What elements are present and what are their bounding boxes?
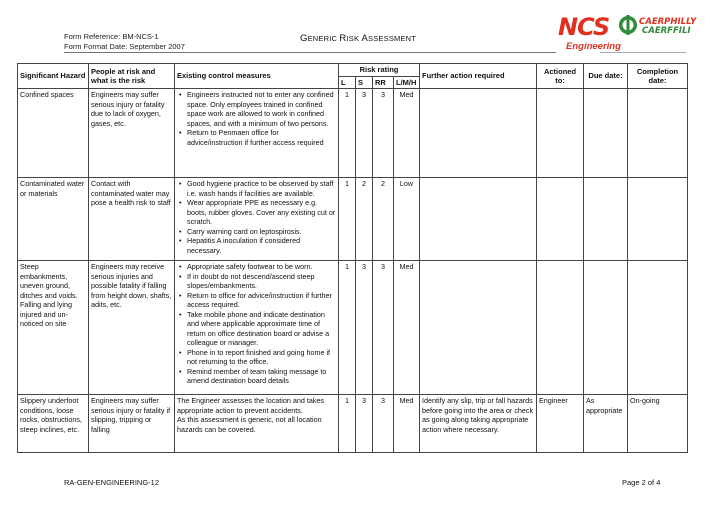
header-lmh: L/M/H xyxy=(394,76,420,89)
header-risk-rating: Risk rating xyxy=(339,64,420,77)
control-item: • Phone in to report finished and going home if not returning to the office. xyxy=(177,348,336,367)
table-row xyxy=(18,178,688,261)
control-item: • Return to office for advice/instruction if further access required. xyxy=(177,291,336,310)
hazard-cell: Confined spaces xyxy=(18,89,89,178)
lmh-cell: Med xyxy=(394,395,420,453)
form-reference-block xyxy=(64,32,185,52)
table-row xyxy=(18,261,688,395)
control-item: • Take mobile phone and indicate destination and where applicable approximate time of return on office destination board or advise a colleague or manager. xyxy=(177,310,336,348)
header-hazard: Significant Hazard xyxy=(18,64,89,89)
footer-document-code: RA-GEN-ENGINEERING-12 xyxy=(64,478,160,487)
completion-cell xyxy=(628,89,688,178)
control-item: • Hepatitis A inoculation if considered necessary. xyxy=(177,236,336,255)
controls-cell xyxy=(175,178,339,261)
people-cell: Engineers may receive serious injuries and possible fatality if falling from height down, shafts, adits, etc. xyxy=(89,261,175,395)
control-item: • Return to Penmaen office for advice/instruction if further access required xyxy=(177,128,336,147)
hazard-cell: Steep embankments, uneven ground, ditches and voids. Falling and lying injured and un-noticed on site xyxy=(18,261,89,395)
header-severity: S xyxy=(356,76,373,89)
severity-cell: 3 xyxy=(356,395,373,453)
header-control-measures: Existing control measures xyxy=(175,64,339,89)
control-item: • Carry warning card on leptospirosis. xyxy=(177,227,336,237)
table-row xyxy=(18,89,688,178)
risk-rank-cell: 2 xyxy=(373,178,394,261)
likelihood-cell: 1 xyxy=(339,178,356,261)
title-part: G xyxy=(300,33,308,44)
lmh-cell: Med xyxy=(394,89,420,178)
risk-assessment-table xyxy=(17,63,688,453)
risk-rank-cell: 3 xyxy=(373,261,394,395)
council-name-en: CAERPHILLY xyxy=(639,17,697,27)
control-text: The Engineer assesses the location and takes appropriate action to prevent accidents. xyxy=(177,396,325,415)
risk-rank-cell: 3 xyxy=(373,395,394,453)
people-cell: Engineers may suffer serious injury or fatality due to lack of oxygen, gases, etc. xyxy=(89,89,175,178)
completion-cell: On-going xyxy=(628,395,688,453)
header-due-date: Due date: xyxy=(584,64,628,89)
page-header xyxy=(0,0,728,60)
people-cell: Contact with contaminated water may pose a health risk to staff xyxy=(89,178,175,261)
completion-cell xyxy=(628,261,688,395)
control-item: • Engineers instructed not to enter any confined space. Only employees trained in confined space work are allowed to work in confined spaces, and with a minimum of two persons. xyxy=(177,90,336,128)
controls-cell xyxy=(175,261,339,395)
title-part: A xyxy=(361,33,369,44)
severity-cell: 3 xyxy=(356,261,373,395)
severity-cell: 3 xyxy=(356,89,373,178)
severity-cell: 2 xyxy=(356,178,373,261)
title-part: SSESSMENT xyxy=(368,34,417,43)
control-item: • Remind member of team taking message to amend destination board details xyxy=(177,367,336,386)
header-divider-short xyxy=(600,52,686,53)
hazard-cell: Slippery underfoot conditions, loose rocks, obstructions, steep inclines, etc. xyxy=(18,395,89,453)
hazard-cell: Contaminated water or materials xyxy=(18,178,89,261)
control-item: • Wear appropriate PPE as necessary e.g. boots, rubber gloves. Cover any existing cut or scratch. xyxy=(177,198,336,227)
actioned-cell xyxy=(537,89,584,178)
people-cell: Engineers may suffer serious injury or fatality if slipping, tripping or falling xyxy=(89,395,175,453)
header-divider xyxy=(64,52,556,53)
control-item: • Good hygiene practice to be observed by staff i.e. wash hands if facilities are available. xyxy=(177,179,336,198)
logo-emblem-bar xyxy=(627,15,630,35)
actioned-cell xyxy=(537,261,584,395)
further-action-cell xyxy=(420,261,537,395)
header-people-at-risk: People at risk and what is the risk xyxy=(89,64,175,89)
likelihood-cell: 1 xyxy=(339,89,356,178)
engineering-label: Engineering xyxy=(566,41,621,52)
completion-cell xyxy=(628,178,688,261)
control-item: • Appropriate safety footwear to be worn. xyxy=(177,262,336,272)
title-part: ENERIC xyxy=(307,34,340,43)
lmh-cell: Low xyxy=(394,178,420,261)
table-header-row xyxy=(18,64,688,77)
due-cell: As appropriate xyxy=(584,395,628,453)
title-part: R xyxy=(339,33,347,44)
lmh-cell: Med xyxy=(394,261,420,395)
control-item: • If in doubt do not descend/ascend steep slopes/embankments. xyxy=(177,272,336,291)
controls-cell xyxy=(175,395,339,453)
ncs-logo xyxy=(558,13,620,39)
risk-rank-cell: 3 xyxy=(373,89,394,178)
header-risk-rank: RR xyxy=(373,76,394,89)
control-text: As this assessment is generic, not all location hazards can be covered. xyxy=(177,415,322,434)
footer-page-number: Page 2 of 4 xyxy=(622,478,661,487)
further-action-cell xyxy=(420,89,537,178)
council-name-cy: CAERFFILI xyxy=(642,26,691,36)
due-cell xyxy=(584,261,628,395)
due-cell xyxy=(584,178,628,261)
caerphilly-council-logo xyxy=(618,10,697,44)
form-reference: Form Reference: BM-NCS-1 xyxy=(64,32,159,41)
further-action-cell xyxy=(420,178,537,261)
header-completion-date: Completion date: xyxy=(628,64,688,89)
likelihood-cell: 1 xyxy=(339,395,356,453)
document-title xyxy=(300,33,416,44)
header-actioned-to: Actioned to: xyxy=(537,64,584,89)
due-cell xyxy=(584,89,628,178)
ncs-logo-text: NCS xyxy=(558,13,610,41)
further-action-cell: Identify any slip, trip or fall hazards before going into the area or check as going along taking appropriate action where necessary. xyxy=(420,395,537,453)
header-likelihood: L xyxy=(339,76,356,89)
actioned-cell xyxy=(537,178,584,261)
title-part: ISK xyxy=(346,34,362,43)
header-further-action: Further action required xyxy=(420,64,537,89)
likelihood-cell: 1 xyxy=(339,261,356,395)
table-row xyxy=(18,395,688,453)
form-format-date: Form Format Date: September 2007 xyxy=(64,42,185,51)
controls-cell xyxy=(175,89,339,178)
actioned-cell: Engineer xyxy=(537,395,584,453)
